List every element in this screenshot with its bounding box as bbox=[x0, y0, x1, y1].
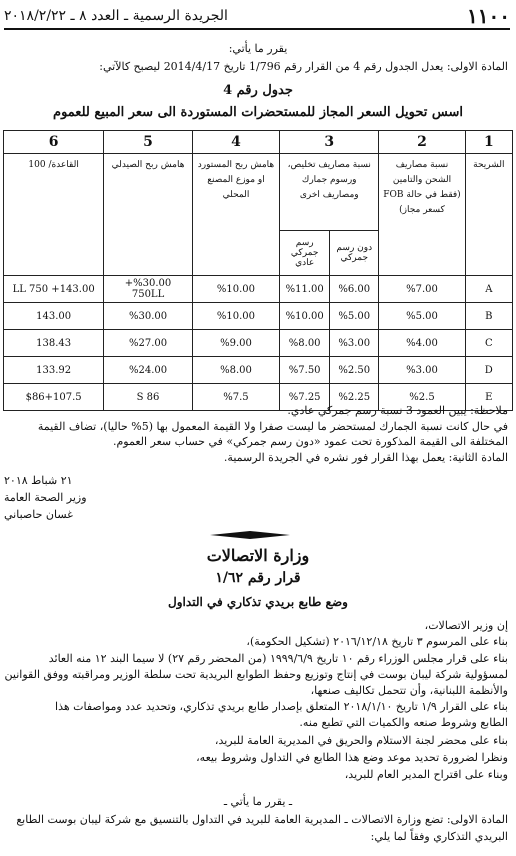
page-header bbox=[4, 4, 510, 30]
decision-date: ٢١ شباط ٢٠١٨ bbox=[4, 474, 73, 487]
table-cell: %10.00 bbox=[192, 303, 279, 330]
ministry-title: وزارة الاتصالات bbox=[206, 546, 310, 565]
preamble-line: لمسؤولية شركة ليبان بوست في إنتاج وتوزيع وحفظ الطوابع البريدية تحت سلطة الوزير ومراقبته ووفق القوانين bbox=[4, 668, 508, 681]
table-column-numbers bbox=[4, 131, 513, 154]
table-header-row bbox=[4, 154, 513, 231]
table-cell: %7.50 bbox=[280, 357, 330, 384]
table-cell: %8.00 bbox=[280, 330, 330, 357]
table-cell: %4.00 bbox=[379, 330, 465, 357]
column-header: القاعدة/ 100 bbox=[4, 154, 104, 276]
table-subtitle: اسس تحويل السعر المجاز للمستحضرات المستوردة الى سعر المبيع للعموم bbox=[53, 105, 463, 120]
table-cell: %5.00 bbox=[379, 303, 465, 330]
preamble-line: الطابع وشروط صنعه والكميات التي تطبع منه. bbox=[299, 716, 508, 729]
conversion-table bbox=[3, 130, 513, 411]
table-cell: %5.00 bbox=[330, 303, 379, 330]
column-subheader: دون رسم جمركي bbox=[330, 231, 379, 276]
decides-line: يقرر ما يأتي: bbox=[228, 42, 288, 55]
col-number: 5 bbox=[104, 131, 193, 154]
table-title: جدول رقم 4 bbox=[223, 83, 293, 98]
column-header: الشريحة bbox=[465, 154, 512, 276]
article-1: المادة الاولى: تضع وزارة الاتصالات ـ المديرية العامة للبريد في التداول بالتنسيق مع شركة ليبان بوست الطابع bbox=[16, 813, 508, 826]
preamble-line: والأنظمة اللبنانية، وأن تتحمل تكاليف صنعها، bbox=[310, 684, 508, 697]
table-row bbox=[4, 330, 513, 357]
signer-title: وزير الصحة العامة bbox=[4, 491, 87, 504]
preamble-line: ونظرا لضرورة تحديد موعد وضع هذا الطابع في التداول وشروط بيعه، bbox=[196, 751, 508, 764]
note-2b: المختلفة الى القيمة المذكورة تحت عمود «دون رسم جمركي» في حساب سعر العموم. bbox=[112, 435, 508, 448]
table-cell: C bbox=[465, 330, 512, 357]
note-2a: في حال كانت نسبة الجمارك لمستحضر ما ليست صفرا ولا القيمة المعمول بها (5% حاليا)، تضاف القيمة bbox=[37, 420, 508, 433]
column-header: نسبة مصاريف الشحن والتامين (فقط في حالة FOB كسعر مجاز) bbox=[379, 154, 465, 276]
table-cell: %2.25 bbox=[330, 384, 379, 411]
column-header: نسبة مصاريف تخليص، ورسوم جمارك ومصاريف اخرى bbox=[280, 154, 379, 231]
col-number: 1 bbox=[465, 131, 512, 154]
table-cell: %6.00 bbox=[330, 276, 379, 303]
table-cell: B bbox=[465, 303, 512, 330]
table-cell: $86+107.5 bbox=[4, 384, 104, 411]
preamble-line: بناء على القرار ١/٩ تاريخ ٢٠١٨/١/١٠ المتعلق بإصدار طابع بريدي تذكاري، وتحديد عدد ومواصفات هذا bbox=[55, 700, 508, 713]
table-cell: %3.00 bbox=[379, 357, 465, 384]
col-number: 6 bbox=[4, 131, 104, 154]
column-subheader: رسم جمركي عادي bbox=[280, 231, 330, 276]
table-cell: S 86 bbox=[104, 384, 193, 411]
table-cell: %7.25 bbox=[280, 384, 330, 411]
table-cell: %9.00 bbox=[192, 330, 279, 357]
article-1-cont: البريدي التذكاري وفقاً لما يلي: bbox=[370, 830, 508, 843]
preamble-line: بناء على محضر لجنة الاستلام والحريق في المديرية العامة للبريد، bbox=[214, 734, 508, 747]
table-cell: 133.92 bbox=[4, 357, 104, 384]
article-1: المادة الاولى: يعدل الجدول رقم 4 من القرار رقم 1/796 تاريخ 2014/4/17 ليصبح كالآتي: bbox=[99, 60, 508, 73]
table-cell: %10.00 bbox=[192, 276, 279, 303]
ornament-divider bbox=[210, 531, 290, 539]
table-cell: A bbox=[465, 276, 512, 303]
table-cell: %24.00 bbox=[104, 357, 193, 384]
page-number: ١١٠٠ bbox=[467, 4, 510, 28]
table-cell: 138.43 bbox=[4, 330, 104, 357]
table-cell: E bbox=[465, 384, 512, 411]
table-cell: %27.00 bbox=[104, 330, 193, 357]
table-cell: D bbox=[465, 357, 512, 384]
table-cell: %2.5 bbox=[379, 384, 465, 411]
table-cell: 143.00+ 750 LL bbox=[4, 276, 104, 303]
col-number: 4 bbox=[192, 131, 279, 154]
preamble-line: وبناء على اقتراح المدير العام للبريد، bbox=[344, 768, 508, 781]
column-header: هامش ربح المستورد او موزع المصنع المحلي bbox=[192, 154, 279, 276]
note-1: ملاحظة: يبين العمود 3 نسبة رسم جمركي عادي. bbox=[287, 404, 508, 417]
table-row bbox=[4, 357, 513, 384]
decision-number: قرار رقم ١/٦٢ bbox=[215, 570, 301, 586]
table-cell: %8.00 bbox=[192, 357, 279, 384]
table-cell: 143.00 bbox=[4, 303, 104, 330]
preamble-line: بناء على المرسوم ٣ تاريخ ٢٠١٦/١٢/١٨ (تشكيل الحكومة)، bbox=[246, 635, 508, 648]
preamble-line: بناء على قرار مجلس الوزراء رقم ١٠ تاريخ ١٩٩٩/٦/٩ (من المحضر رقم ٢٧) لا سيما البند ١٢ منه العائد bbox=[48, 652, 508, 665]
table-cell: %11.00 bbox=[280, 276, 330, 303]
table-row bbox=[4, 303, 513, 330]
table-cell: %30.00+ 750LL bbox=[104, 276, 193, 303]
col-number: 3 bbox=[280, 131, 379, 154]
decision-subject: وضع طابع بريدي تذكاري في التداول bbox=[168, 595, 348, 609]
column-header: هامش ربح الصيدلي bbox=[104, 154, 193, 276]
table-cell: %2.50 bbox=[330, 357, 379, 384]
table-cell: %7.5 bbox=[192, 384, 279, 411]
table-cell: %7.00 bbox=[379, 276, 465, 303]
col-number: 2 bbox=[379, 131, 465, 154]
table-cell: %3.00 bbox=[330, 330, 379, 357]
table-row bbox=[4, 276, 513, 303]
table-cell: %30.00 bbox=[104, 303, 193, 330]
decides-line: ـ يقرر ما يأتي ـ bbox=[223, 795, 293, 808]
gazette-title: الجريدة الرسمية ـ العدد ٨ ـ ٢٠١٨/٢/٢٢ bbox=[4, 8, 228, 24]
article-2: المادة الثانية: يعمل بهذا القرار فور نشره في الجريدة الرسمية. bbox=[223, 451, 508, 464]
table-cell: %10.00 bbox=[280, 303, 330, 330]
signer-name: غسان حاصباني bbox=[4, 508, 73, 521]
preamble-line: إن وزير الاتصالات، bbox=[424, 619, 508, 632]
